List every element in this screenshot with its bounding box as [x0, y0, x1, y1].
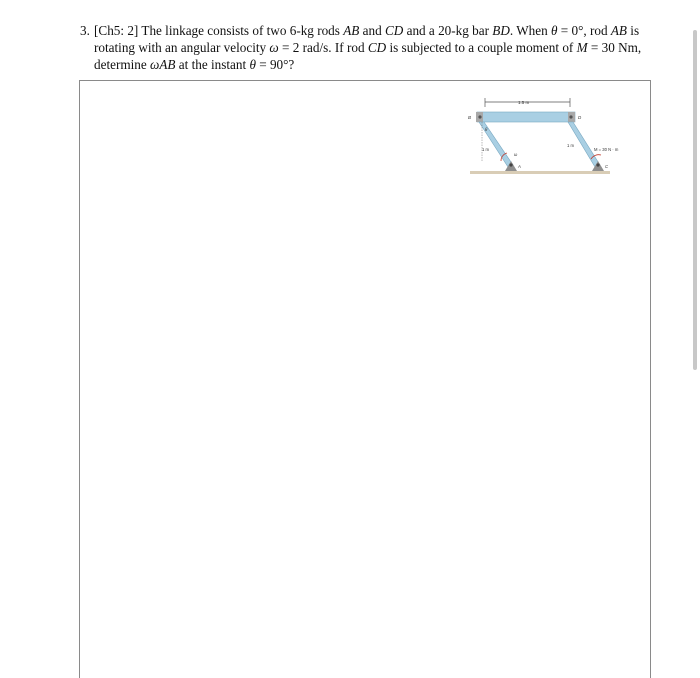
pin-c: [596, 163, 599, 166]
label-right-length: 1 m: [567, 143, 574, 148]
scrollbar[interactable]: [690, 0, 700, 678]
bar-bd: [477, 112, 575, 122]
pin-b-hole: [478, 115, 481, 118]
label-omega: ω: [514, 152, 518, 157]
label-a: A: [518, 164, 521, 169]
problem-tag: [Ch5: 2]: [94, 23, 139, 38]
pin-a: [509, 163, 512, 166]
label-moment: M = 30 N · m: [594, 147, 619, 152]
label-theta: θ: [485, 127, 488, 132]
label-b: B: [468, 115, 472, 120]
span-label: 1.5 m: [518, 100, 530, 105]
problem-number: 3.: [80, 23, 90, 38]
problem-line-3: determine ωAB at the instant θ = 90°?: [94, 57, 295, 72]
scrollbar-thumb[interactable]: [693, 30, 697, 370]
label-left-length: 1 m: [482, 147, 489, 152]
problem-line-2: rotating with an angular velocity ω = 2 rad/s. If rod CD is subjected to a couple moment of M = 30 Nm,: [94, 40, 642, 55]
ground-line: [470, 171, 610, 174]
pin-d-hole: [569, 115, 572, 118]
label-d: D: [578, 115, 582, 120]
problem-statement: [80, 22, 650, 73]
linkage-figure: [455, 95, 655, 185]
problem-line-1: 3. [Ch5: 2] The linkage consists of two 6-kg rods AB and CD and a 20-kg bar BD. When θ = 0°, rod AB is: [80, 23, 640, 38]
label-c: C: [605, 164, 609, 169]
